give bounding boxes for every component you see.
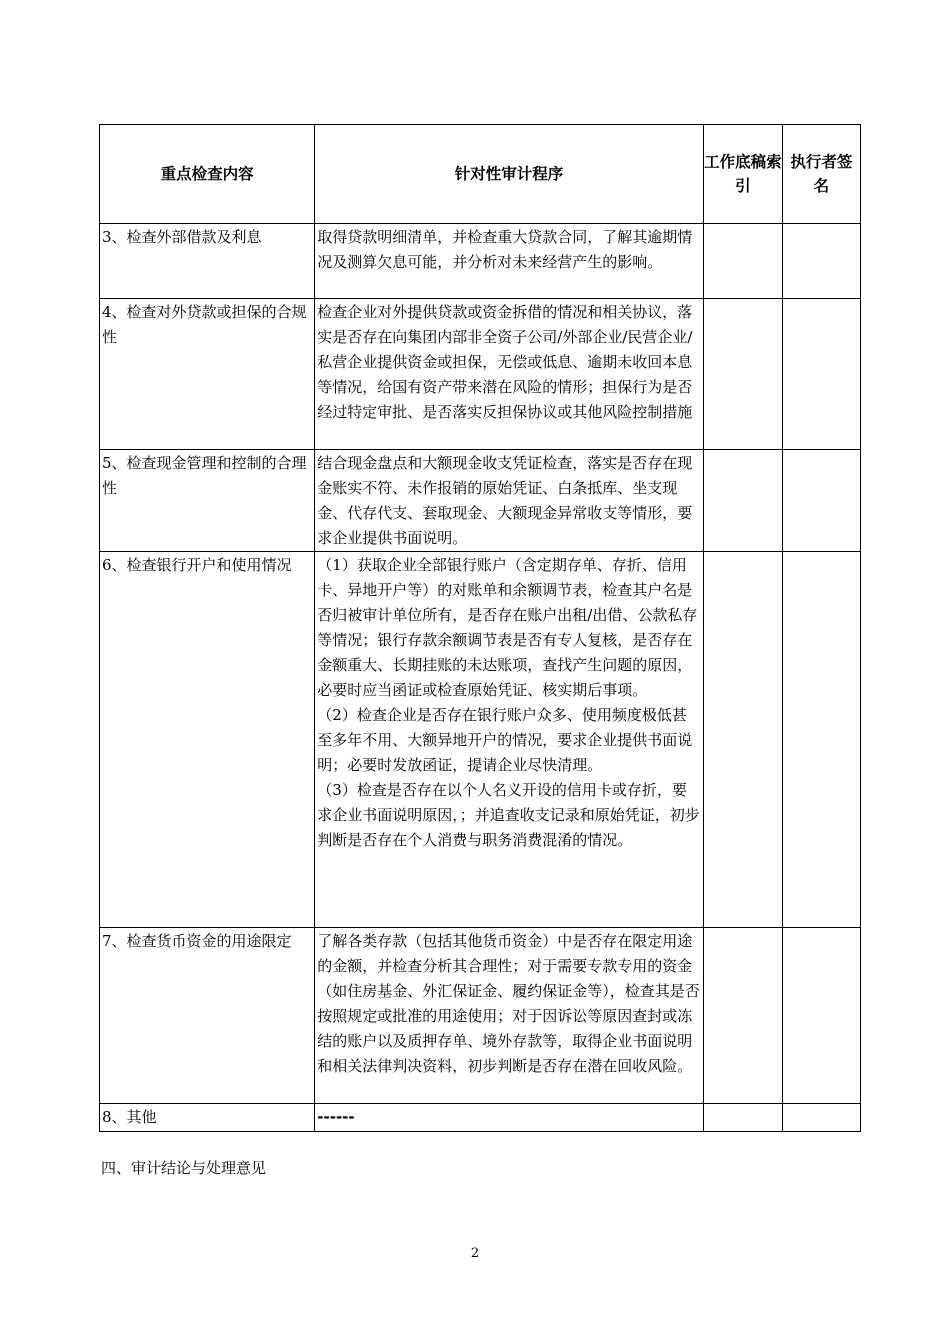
table-row: [100, 1104, 861, 1132]
workpaper-cell: [703, 299, 782, 450]
header-workpaper: 工作底稿索引: [703, 125, 782, 224]
workpaper-cell: [703, 1104, 782, 1132]
row-procedure: 了解各类存款（包括其他货币资金）中是否存在限定用途的金额，并检查分析其合理性；对于需要专款专用的资金（如住房基金、外汇保证金、履约保证金等），检查其是否按照规定或批准的用途使用；对于因诉讼等原因查封或冻结的账户以及质押存单、境外存款等，取得企业书面说明和相关法律判决资料，初步判断是否存在潜在回收风险。: [315, 928, 704, 1104]
table-header-row: [100, 125, 861, 224]
signer-cell: [782, 928, 860, 1104]
signer-cell: [782, 224, 860, 299]
conclusion-heading: 四、审计结论与处理意见: [101, 1159, 267, 1177]
table-row: [100, 224, 861, 299]
row-procedure: 检查企业对外提供贷款或资金拆借的情况和相关协议，落实是否存在向集团内部非全资子公司/外部企业/民营企业/私营企业提供资金或担保，无偿或低息、逾期未收回本息等情况，给国有资产带来潜在风险的情形；担保行为是否经过特定审批、是否落实反担保协议或其他风险控制措施: [315, 299, 704, 450]
signer-cell: [782, 450, 860, 552]
row-item: 7、检查货币资金的用途限定: [100, 928, 315, 1104]
workpaper-cell: [703, 928, 782, 1104]
audit-procedure-table: [99, 124, 861, 1132]
header-content: 重点检查内容: [100, 125, 315, 224]
workpaper-cell: [703, 552, 782, 928]
header-signer: 执行者签名: [782, 125, 860, 224]
row-procedure: ------: [315, 1104, 704, 1132]
table-row: [100, 299, 861, 450]
table-row: [100, 450, 861, 552]
signer-cell: [782, 1104, 860, 1132]
signer-cell: [782, 552, 860, 928]
row-item: 4、检查对外贷款或担保的合规性: [100, 299, 315, 450]
row-item: 3、检查外部借款及利息: [100, 224, 315, 299]
row-procedure: （1）获取企业全部银行账户（含定期存单、存折、信用卡、异地开户等）的对账单和余额调节表，检查其户名是否归被审计单位所有，是否存在账户出租/出借、公款私存等情况；银行存款余额调节表是否有专人复核，是否存在金额重大、长期挂账的未达账项，查找产生问题的原因，必要时应当函证或检查原始凭证、核实期后事项。 （2）检查企业是否存在银行账户众多、使用频度极低甚至多年不用、大额异地开户的情况，要求企业提供书面说明；必要时发放函证，提请企业尽快清理。 （3）检查是否存在以个人名义开设的信用卡或存折，要求企业书面说明原因，；并追查收支记录和原始凭证，初步判断是否存在个人消费与职务消费混淆的情况。: [315, 552, 704, 928]
row-procedure: 取得贷款明细清单，并检查重大贷款合同，了解其逾期情况及测算欠息可能，并分析对未来经营产生的影响。: [315, 224, 704, 299]
workpaper-cell: [703, 224, 782, 299]
table-row: [100, 552, 861, 928]
row-item: 5、检查现金管理和控制的合理性: [100, 450, 315, 552]
page-number: 2: [470, 1246, 480, 1261]
row-item: 8、其他: [100, 1104, 315, 1132]
workpaper-cell: [703, 450, 782, 552]
row-procedure: 结合现金盘点和大额现金收支凭证检查，落实是否存在现金账实不符、未作报销的原始凭证、白条抵库、坐支现金、代存代支、套取现金、大额现金异常收支等情形，要求企业提供书面说明。: [315, 450, 704, 552]
signer-cell: [782, 299, 860, 450]
row-item: 6、检查银行开户和使用情况: [100, 552, 315, 928]
table-row: [100, 928, 861, 1104]
header-procedure: 针对性审计程序: [315, 125, 704, 224]
